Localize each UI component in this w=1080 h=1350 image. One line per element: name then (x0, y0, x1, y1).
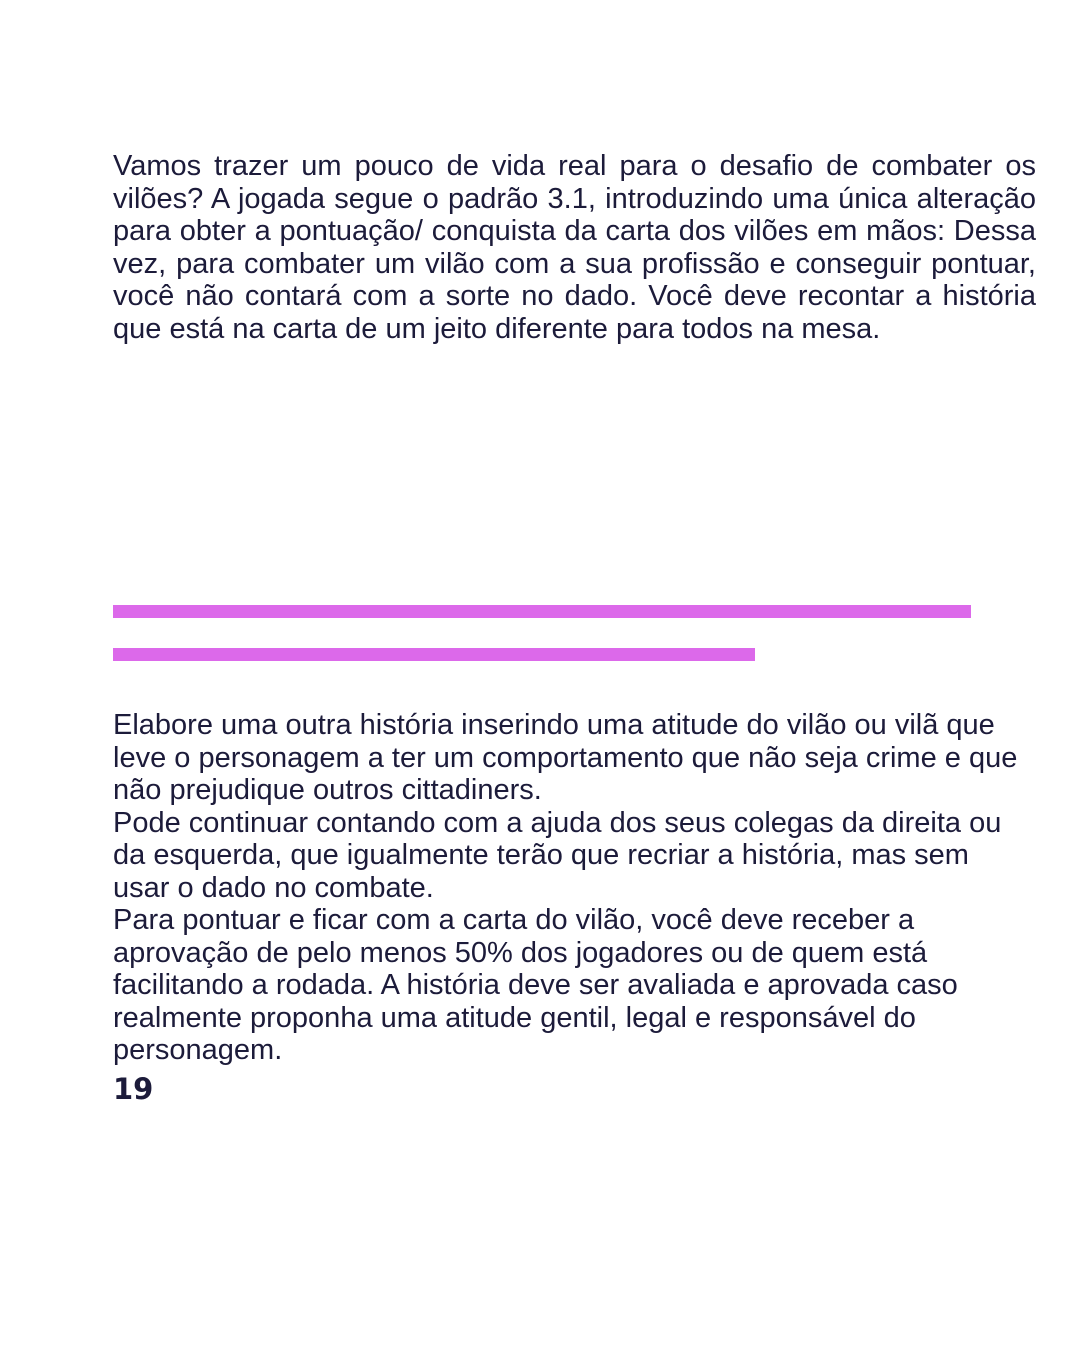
decorative-bar-long (113, 605, 971, 618)
decorative-bar-short (113, 648, 755, 661)
instructions-block (113, 709, 1033, 1067)
instruction-paragraph: Para pontuar e ficar com a carta do vilão, você deve receber a aprovação de pelo menos 50% dos jogadores ou de quem está facilitando a rodada. A história deve ser avaliada e aprovada caso realmente proponha uma atitude gentil, legal e responsável do personagem. (113, 904, 958, 1066)
instruction-paragraph: Elabore uma outra história inserindo uma atitude do vilão ou vilã que leve o personagem a ter um comportamento que não seja crime e que não prejudique outros cittadiners. (113, 709, 1018, 806)
page-number: 19 (113, 1072, 154, 1106)
intro-paragraph: Vamos trazer um pouco de vida real para o desafio de combater os vilões? A jogada segue o padrão 3.1, introduzindo uma única alteração para obter a pontuação/ conquista da carta dos vilões em mãos: Dessa vez, para combater um vilão com a sua profissão e conseguir pontuar, você não contará com a sorte no dado. Você deve recontar a história que está na carta de um jeito diferente para todos na mesa. (113, 150, 1036, 345)
instruction-paragraph: Pode continuar contando com a ajuda dos seus colegas da direita ou da esquerda, que igualmente terão que recriar a história, mas sem usar o dado no combate. (113, 806, 1002, 904)
